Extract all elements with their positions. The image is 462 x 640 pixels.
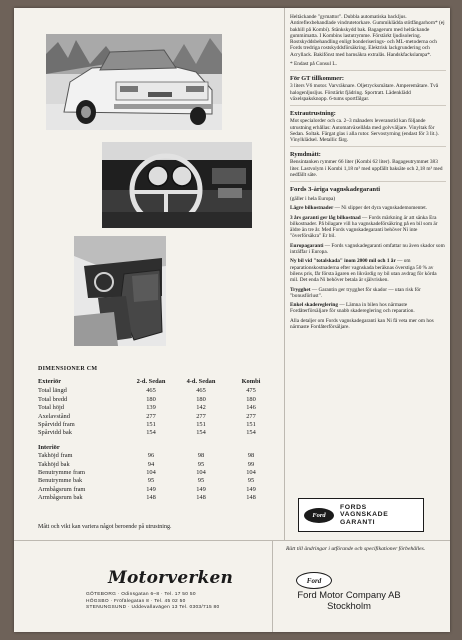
section-rule: [290, 70, 446, 71]
cell-value: 148: [196, 494, 206, 502]
cell-value: 151: [146, 421, 156, 429]
ford-oval-logo: Ford: [296, 572, 332, 589]
equipment-footnote: * Endast på Consul L.: [290, 61, 337, 68]
row-label: Benutrymme fram: [38, 469, 86, 477]
warranty-item: [290, 302, 446, 315]
table-row: [38, 404, 274, 412]
table-row: [38, 396, 274, 404]
warranty-item-text: — om reparationskostnaderna efter vagnskada beräknas överstiga 50 % av bilens pris, får första ägaren en likvärdig ny bil utan avdrag för körda mil. Det enda Ni behöver betala är självrisken.: [290, 258, 437, 284]
table-row: [38, 494, 274, 502]
table-row: [38, 429, 274, 437]
cell-value: 146: [246, 404, 256, 412]
dimensions-title: DIMENSIONER CM: [38, 366, 98, 372]
cell-value: 104: [246, 469, 256, 477]
cell-value: 277: [246, 412, 256, 420]
badge-line: GARANTI: [340, 518, 376, 526]
section-rule: [290, 146, 446, 147]
row-label: Spårvidd fram: [38, 421, 75, 429]
extras-paragraph: Mot specialorder och ca. 2–3 månaders leveranstid kan följande utrustning erhållas: Automatväxellåda med golvväljare. Vinyltak för Sedan. Soltak. Färgat glas i alla rutor. Servostyrning (endast för 3 lit.). Vinylklädsel. Metallic färg.: [290, 118, 439, 144]
table-row: [38, 452, 274, 460]
warranty-item-title: Ny bil vid "totalskada" inom 2000 mil och 1 år: [290, 258, 396, 265]
cell-value: 149: [196, 485, 206, 493]
cell-value: 104: [146, 469, 156, 477]
header-4d-sedan: 4-d. Sedan: [186, 378, 216, 385]
row-label: Spårvidd bak: [38, 429, 72, 437]
company-name: [284, 590, 414, 611]
footer-column-divider: [272, 541, 273, 632]
badge-text: [340, 504, 388, 526]
footer-divider: [14, 540, 450, 541]
table-row: [38, 413, 274, 421]
warranty-badge: [298, 498, 424, 532]
warranty-item: [290, 258, 446, 283]
table-row: [38, 387, 274, 395]
gt-paragraph: 3 liters V6 motor. Varvräknare. Oljetrycksmätare. Amperemätare. Två halogenljusljus. Förstärkt fjädring. Sportratt. Lädenklädd växelspaksknopp. 6-tums sportfälgar.: [290, 83, 439, 102]
dimensions-note: Mått och vikt kan variera något beroende på utrustning.: [38, 524, 172, 530]
warranty-item-title: Europagaranti: [290, 242, 324, 249]
badge-line: FORDS: [340, 503, 367, 511]
warranty-item-text: — Lämna in bilen hos närmaste Fordåterförsäljare för snabb skadereglering och reparation.: [290, 302, 415, 315]
table-row: [38, 486, 274, 494]
cell-value: 95: [197, 460, 205, 468]
row-label: Total bredd: [38, 395, 68, 403]
brochure-page: [14, 8, 450, 632]
warranty-subheading: (gäller i hela Europa): [290, 195, 336, 202]
table-row: [38, 477, 274, 485]
dashboard-photo: [102, 142, 252, 228]
dealer-address-line: STENUNGSUND · Uddevallavägen 13 Tel. 0303/715 80: [86, 605, 220, 611]
company-line: Stockholm: [327, 599, 371, 611]
gt-heading: För GT tillkommer:: [290, 75, 344, 83]
dealer-address-line: GÖTEBORG · Odinsgatan 6–8 · Tel. 17 50 50: [86, 592, 196, 597]
cell-value: 465: [146, 387, 156, 395]
equipment-paragraph: Heltäckande "gymattor". Dubbla automatiska backljus. Antireflexbehandlade vindrutetorkare. Gummiklädda stötfångarhorn* (ej bakhill på Kombi). Stänkskydd bak. Bagagerum med heltäckande gummimatta. I Kombins lastutrymme. Förstärkt ljudisolering. Rostskyddsbehandling enligt bonderiserings- och ML-metoderna och Fords tredriga rostskyddsförsäkring. Elektrisk lackgrundering och Acryllack. Bakifönst med barnsäkra extralås. Handskfackslampa*.: [290, 14, 445, 58]
table-row: [38, 421, 274, 429]
section-rule: [290, 105, 446, 106]
dealer-addresses: [86, 592, 220, 612]
header-exterior: Exteriör: [38, 378, 62, 385]
cell-value: 154: [246, 429, 256, 437]
cell-value: 151: [246, 421, 256, 429]
dimensions-header-row: [38, 378, 274, 386]
cell-value: 98: [247, 452, 255, 460]
cell-value: 99: [247, 460, 255, 468]
warranty-item-text: — Garantin ger trygghet för skador — utan risk för "bonusförlust".: [290, 286, 421, 299]
dealer-address-line: HÖGSBO · Fröfälegatan 8 · Tel. 45 02 50: [86, 598, 186, 604]
row-label: Benutrymme bak: [38, 477, 83, 485]
car-rear-photo: [46, 34, 222, 130]
cell-value: 95: [147, 477, 155, 485]
company-line: Ford Motor Company AB: [297, 589, 401, 600]
cell-value: 180: [246, 395, 256, 403]
warranty-item: [290, 215, 446, 240]
ford-oval-logo: Ford: [304, 508, 334, 523]
warranty-item-text: — Ni slipper det dyra vagnskademomentet.: [334, 205, 428, 212]
cell-value: 154: [196, 429, 206, 437]
interior-photo: [74, 236, 166, 346]
cell-value: 151: [196, 421, 206, 429]
table-row: [38, 461, 274, 469]
cell-value: 180: [146, 395, 156, 403]
cell-value: 148: [246, 494, 256, 502]
cell-value: 95: [247, 477, 255, 485]
warranty-item: [290, 243, 446, 256]
cell-value: 142: [196, 404, 206, 412]
cell-value: 154: [146, 429, 156, 437]
row-label: Takhöjd fram: [38, 452, 73, 460]
cell-value: 104: [196, 469, 206, 477]
warranty-item: [290, 205, 446, 211]
space-heading: Rymdmått:: [290, 151, 321, 159]
warranty-item-title: Trygghet: [290, 286, 311, 293]
interior-subheading: [38, 444, 274, 452]
row-label: Axelavstånd: [38, 412, 70, 420]
warranty-footer: Alla detaljer om Fords vagnskadegaranti kan Ni få veta mer om hos närmaste Fordåterförsäljare.: [290, 317, 434, 330]
dealer-logo: Motorverken: [108, 568, 234, 588]
specs-column: [290, 14, 446, 333]
cell-value: 148: [146, 494, 156, 502]
row-label: Takhöjd bak: [38, 460, 70, 468]
warranty-item-title: Enkel skadereglering: [290, 302, 339, 309]
header-kombi: Kombi: [241, 378, 261, 385]
cell-value: 139: [146, 404, 156, 412]
cell-value: 149: [246, 485, 256, 493]
cell-value: 277: [196, 412, 206, 420]
warranty-item-title: 3 års garanti ger låg bilkostnad: [290, 214, 361, 221]
cell-value: 95: [197, 477, 205, 485]
cell-value: 94: [147, 460, 155, 468]
badge-line: VAGNSKADE: [340, 511, 389, 519]
extras-heading: Extrautrustning:: [290, 110, 336, 118]
interior-title: Interiör: [38, 443, 60, 451]
warranty-item: [290, 287, 446, 300]
row-label: Armbågsrum bak: [38, 494, 83, 502]
column-divider: [284, 8, 285, 540]
dimensions-table: [38, 378, 274, 503]
row-label: Armbågsrum fram: [38, 485, 86, 493]
warranty-item-title: Lägre bilkostnader: [290, 205, 334, 212]
warranty-item-text: — Fords märkning är att sänka Era bilkostnader. På bilagare vill ha vagnskadeförsäkring på en bil som är äldre än tre år. Med Fords vagnskadegaranti behöver Ni inte "överförsäkra" Er bil.: [290, 214, 438, 240]
warranty-heading: Fords 3-åriga vagnskadegaranti: [290, 186, 381, 194]
section-rule: [290, 181, 446, 182]
row-label: Total längd: [38, 387, 67, 395]
cell-value: 96: [147, 452, 155, 460]
cell-value: 475: [246, 387, 256, 395]
cell-value: 149: [146, 485, 156, 493]
row-label: Total höjd: [38, 404, 64, 412]
cell-value: 180: [196, 395, 206, 403]
cell-value: 98: [197, 452, 205, 460]
header-2d-sedan: 2-d. Sedan: [136, 378, 166, 385]
disclaimer: Rätt till ändringar i utförande och specifikationer förbehålles.: [286, 546, 426, 552]
cell-value: 277: [146, 412, 156, 420]
space-paragraph: Bensintanken rymmer 66 liter (Kombi 62 liter). Bagageutrymmet 383 liter. Lastvolym i Kombi 1,18 m³ med uppfällt baksäte och 2,18 m³ med nedfällt säte.: [290, 159, 443, 179]
cell-value: 465: [196, 387, 206, 395]
table-row: [38, 469, 274, 477]
warranty-item-text: — Fords vagnskadegaranti omfattar nu även skador som inträffar i Europa.: [290, 242, 445, 256]
